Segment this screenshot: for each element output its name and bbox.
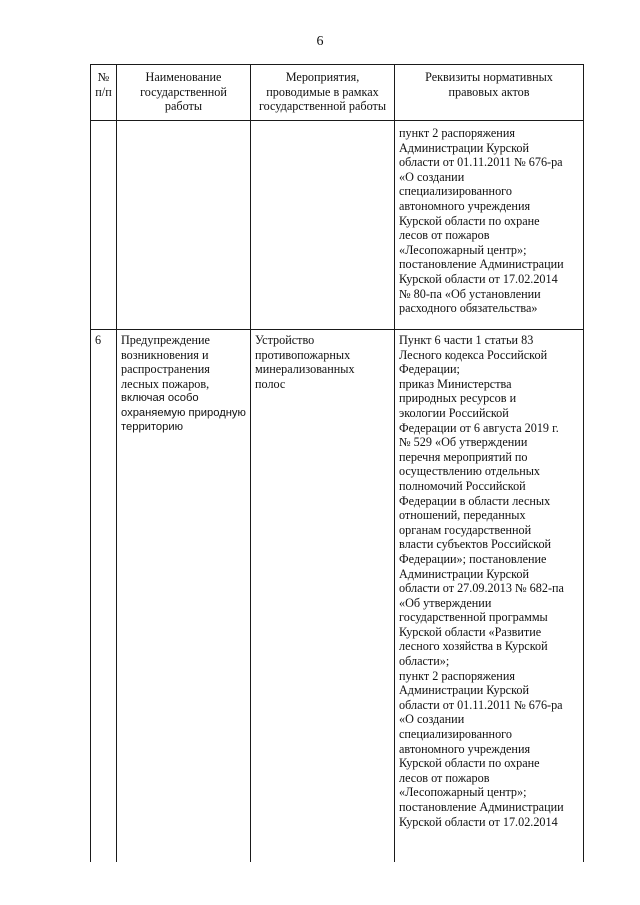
header-number: № п/п [95, 70, 112, 99]
document-table [90, 64, 584, 862]
column-divider-1 [116, 64, 117, 862]
page-number: 6 [316, 34, 324, 49]
row1-legal-acts: пункт 2 распоряжения Администрации Курской области от 01.11.2011 № 676-ра «О создании специализированного автономного учреждения Курской области по охране лесов от пожаров «Лесопожарный центр»; постановление Администрации Курской области от 17.02.2014 № 80-па «Об установлении расходного обязательства» [399, 126, 564, 316]
row2-activities: Устройство противопожарных минерализованных полос [255, 333, 355, 391]
header-legal-acts: Реквизиты нормативных правовых актов [425, 70, 553, 99]
header-separator [90, 120, 584, 121]
column-divider-2 [250, 64, 251, 862]
row2-work-name-continued: включая особо охраняемую природную территорию [121, 392, 246, 434]
row-separator [90, 329, 584, 330]
row2-work-name: Предупреждение возникновения и распространения лесных пожаров, [121, 333, 210, 391]
table-border-top [90, 64, 584, 65]
column-divider-3 [394, 64, 395, 862]
table-border-left [90, 64, 91, 862]
header-work-name: Наименование государственной работы [140, 70, 227, 114]
row2-number: 6 [95, 333, 102, 347]
row2-legal-acts: Пункт 6 части 1 статьи 83 Лесного кодекса Российской Федерации; приказ Министерства природных ресурсов и экологии Российской Федерации от 6 августа 2019 г. № 529 «Об утверждении перечня мероприятий по осуществлению отдельных полномочий Российской Федерации в области лесных отношений, переданных органам государственной власти субъектов Российской Федерации»; постановление Администрации Курской области от 27.09.2013 № 682-па «Об утверждении государственной программы Курской области «Развитие лесного хозяйства в Курской области»; пункт 2 распоряжения Администрации Курской области от 01.11.2011 № 676-ра «О создании специализированного автономного учреждения Курской области по охране лесов от пожаров «Лесопожарный центр»; постановление Администрации Курской области от 17.02.2014 [399, 333, 564, 829]
table-border-right [583, 64, 584, 862]
header-activities: Мероприятия, проводимые в рамках государственной работы [258, 70, 387, 114]
